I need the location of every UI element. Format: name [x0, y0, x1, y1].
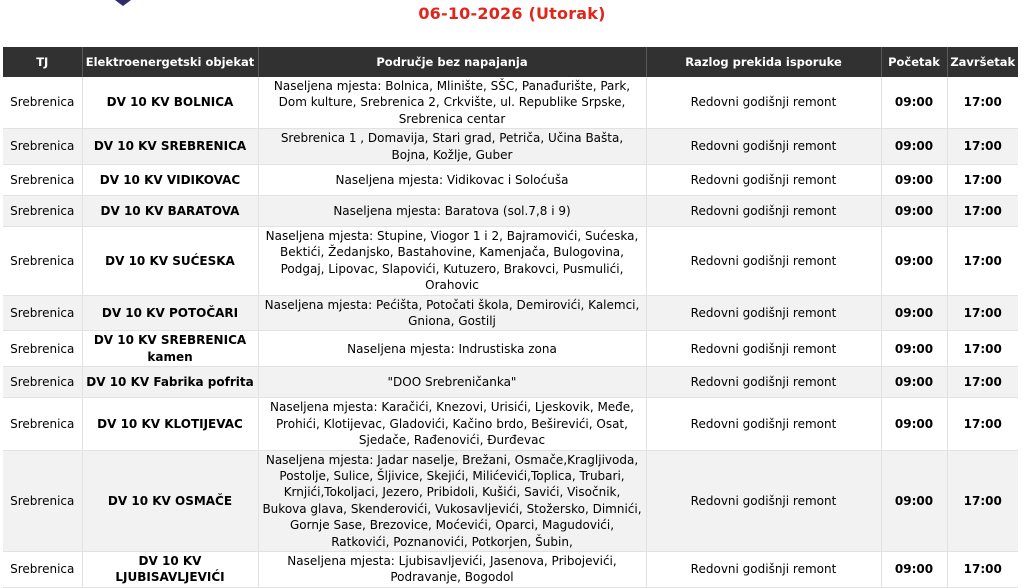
column-header-reason: Razlog prekida isporuke [646, 47, 881, 77]
cell-object: DV 10 KV OSMAČE [82, 450, 258, 551]
column-header-end: Završetak [947, 47, 1018, 77]
cell-area: Naseljena mjesta: Karačići, Knezovi, Urisići, Ljeskovik, Međe, Prohići, Klotijevac, Gladovići, Kačino brdo, Beširevići, Osat, Sjedače, Rađenovići, Đurđevac [258, 398, 646, 450]
column-header-start: Početak [881, 47, 947, 77]
cell-tj: Srebrenica [3, 551, 82, 587]
cell-area: Naseljena mjesta: Indrustiska zona [258, 331, 646, 367]
cell-tj: Srebrenica [3, 129, 82, 165]
cell-start: 09:00 [881, 450, 947, 551]
table-row [3, 129, 1018, 165]
cell-reason: Redovni godišnji remont [646, 295, 881, 331]
cell-object: DV 10 KV Fabrika pofrita [82, 367, 258, 398]
cell-end: 17:00 [947, 295, 1018, 331]
cell-end: 17:00 [947, 77, 1018, 129]
cell-end: 17:00 [947, 165, 1018, 196]
cell-object: DV 10 KV SREBRENICA kamen [82, 331, 258, 367]
cell-end: 17:00 [947, 551, 1018, 587]
table-row [3, 398, 1018, 450]
table-row [3, 77, 1018, 129]
table-row [3, 165, 1018, 196]
cell-reason: Redovni godišnji remont [646, 77, 881, 129]
cell-reason: Redovni godišnji remont [646, 331, 881, 367]
page-title: 06-10-2026 (Utorak) [418, 4, 606, 23]
cell-end: 17:00 [947, 398, 1018, 450]
cell-object: DV 10 KV LJUBISAVLJEVIĆI [82, 551, 258, 587]
column-header-area: Područje bez napajanja [258, 47, 646, 77]
cell-object: DV 10 KV BARATOVA [82, 196, 258, 227]
cell-end: 17:00 [947, 331, 1018, 367]
table-row [3, 450, 1018, 551]
cell-reason: Redovni godišnji remont [646, 129, 881, 165]
cell-tj: Srebrenica [3, 165, 82, 196]
column-header-tj: TJ [3, 47, 82, 77]
cell-area: "DOO Srebreničanka" [258, 367, 646, 398]
cell-reason: Redovni godišnji remont [646, 398, 881, 450]
cell-area: Naseljena mjesta: Stupine, Viogor 1 i 2, Bajramovići, Sućeska, Bektići, Žedanjsko, Bastahovine, Kamenjača, Bulogovina, Podgaj, Lipovac, Slapovići, Kutuzero, Brakovci, Pusmulići, Orahovic [258, 227, 646, 296]
cell-end: 17:00 [947, 196, 1018, 227]
table-row [3, 227, 1018, 296]
cell-start: 09:00 [881, 165, 947, 196]
cell-area: Naseljena mjesta: Pećišta, Potočati škola, Demirovići, Kalemci, Gniona, Gostilj [258, 295, 646, 331]
cell-area: Naseljena mjesta: Vidikovac i Solоćuša [258, 165, 646, 196]
cell-tj: Srebrenica [3, 450, 82, 551]
cell-start: 09:00 [881, 295, 947, 331]
cell-tj: Srebrenica [3, 398, 82, 450]
cell-tj: Srebrenica [3, 295, 82, 331]
cell-object: DV 10 KV VIDIKOVAC [82, 165, 258, 196]
cell-tj: Srebrenica [3, 331, 82, 367]
cell-end: 17:00 [947, 129, 1018, 165]
cell-object: DV 10 KV POTOČARI [82, 295, 258, 331]
cell-end: 17:00 [947, 450, 1018, 551]
table-header-row [3, 47, 1018, 77]
outage-table [3, 47, 1018, 588]
cell-area: Naseljena mjesta: Ljubisavljevići, Jasenova, Pribojevići, Podravanje, Bogodol [258, 551, 646, 587]
cell-start: 09:00 [881, 398, 947, 450]
table-row [3, 295, 1018, 331]
cell-start: 09:00 [881, 367, 947, 398]
cell-reason: Redovni godišnji remont [646, 450, 881, 551]
table-row [3, 331, 1018, 367]
cell-end: 17:00 [947, 367, 1018, 398]
cell-start: 09:00 [881, 551, 947, 587]
cell-start: 09:00 [881, 227, 947, 296]
cell-end: 17:00 [947, 227, 1018, 296]
cell-object: DV 10 KV KLOTIJEVAC [82, 398, 258, 450]
cell-start: 09:00 [881, 331, 947, 367]
cell-start: 09:00 [881, 77, 947, 129]
cell-tj: Srebrenica [3, 77, 82, 129]
cell-area: Srebrenica 1 , Domavija, Stari grad, Petriča, Učina Bašta, Bojna, Kožlje, Guber [258, 129, 646, 165]
table-row [3, 196, 1018, 227]
cell-start: 09:00 [881, 129, 947, 165]
cell-object: DV 10 KV BOLNICA [82, 77, 258, 129]
cell-reason: Redovni godišnji remont [646, 165, 881, 196]
cell-reason: Redovni godišnji remont [646, 551, 881, 587]
cell-reason: Redovni godišnji remont [646, 367, 881, 398]
column-header-object: Elektroenergetski objekat [82, 47, 258, 77]
cell-reason: Redovni godišnji remont [646, 227, 881, 296]
table-row [3, 367, 1018, 398]
cell-area: Naseljena mjesta: Bolnica, Mlinište, SŠC, Panađurište, Park, Dom kulture, Srebrenica 2, Crkvište, ul. Republike Srpske, Srebrenica centar [258, 77, 646, 129]
cell-reason: Redovni godišnji remont [646, 196, 881, 227]
cell-object: DV 10 KV SREBRENICA [82, 129, 258, 165]
cell-area: Naseljena mjesta: Baratova (sol.7,8 i 9) [258, 196, 646, 227]
cell-start: 09:00 [881, 196, 947, 227]
cell-area: Naseljena mjesta: Jadar naselje, Brežani, Osmače,Kragljivoda, Postolje, Sulice, Šljivice, Skejići, Milićevići,Toplica, Trubari, Krnjići,Tokoljaci, Jezero, Pribidoli, Kušići, Savići, Visočnik, Bukova glava, Skenderovići, Vukosavljevići, Stožersko, Dimnići, Gornje Sase, Brezovice, Moćevići, Oparci, Magudovići, Ratkovići, Poznanovići, Potkorjen, Šubin, [258, 450, 646, 551]
table-row [3, 551, 1018, 587]
cell-object: DV 10 KV SUĆESKA [82, 227, 258, 296]
cell-tj: Srebrenica [3, 227, 82, 296]
cell-tj: Srebrenica [3, 196, 82, 227]
cell-tj: Srebrenica [3, 367, 82, 398]
